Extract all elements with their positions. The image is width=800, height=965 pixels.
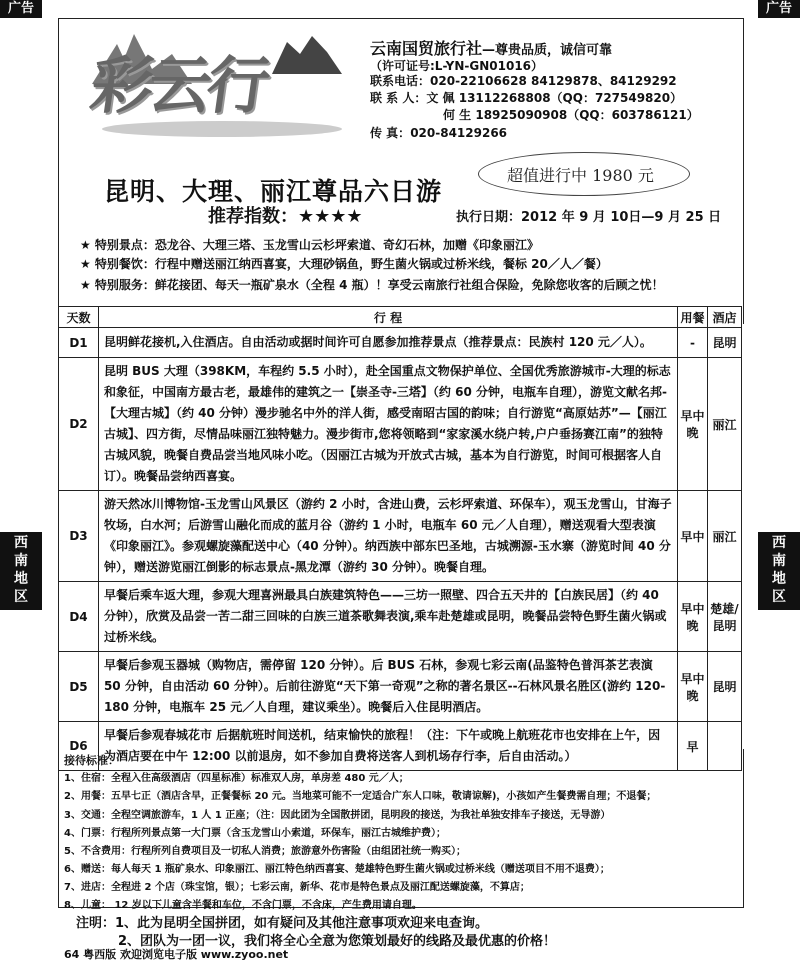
day-cell: D1 — [59, 328, 99, 358]
phone-line: 联系电话：020-22106628 84129878、84129292 — [370, 74, 677, 88]
standard-item: 5、不含费用：行程所列自费项目及一切私人消费；旅游意外伤害险（由组团社统一购买）； — [64, 846, 466, 857]
header-itinerary: 行 程 — [98, 307, 677, 328]
contact-line-1: 联 系 人：文 佩 13112268808（QQ：727549820） — [370, 91, 683, 105]
standard-item: 3、交通：全程空调旅游车，1 人 1 正座；（注：因此团为全国散拼团，昆明段的接送，为我社单独安排车子接送，无导游） — [64, 810, 611, 821]
day-cell: D5 — [59, 652, 99, 722]
ad-label-left: 广告 — [0, 0, 42, 18]
standard-item: 2、用餐：五早七正（酒店含早，正餐餐标 20 元。当地菜可能不一定适合广东人口味，敬请谅解)，小孩如产生餐费需自理；不退餐； — [64, 791, 657, 802]
exec-date: 执行日期：2012 年 9 月 10日—9 月 25 日 — [456, 210, 722, 225]
desc-cell: 早餐后参观玉器城（购物店，需停留 120 分钟）。后 BUS 石林，参观七彩云南(品鉴特色普洱茶艺表演 50 分钟，自由活动 60 分钟）。后前往游览“天下第一奇观”之称的著名景区--石林风景名胜区(游约 120-180 分钟，电瓶车 25 元／人自理，建议乘坐）。晚餐后入住昆明酒店。 — [98, 652, 677, 722]
hotel-cell: 昆明 — [708, 652, 742, 722]
page-footer: 64 粤西版 欢迎浏览电子版 www.zyoo.net — [64, 948, 289, 961]
license-number: （许可证号:L-YN-GN01016） — [370, 59, 544, 73]
desc-cell: 游天然冰川博物馆-玉龙雪山风景区（游约 2 小时，含进山费，云杉坪索道、环保车），观玉龙雪山，甘海子牧场，白水河；后游雪山融化而成的蓝月谷（游约 1 小时，电瓶车 60 元／人自理），赠送观看大型表演《印象丽江》。参观螺旋藻配送中心（40 分钟）。纳西族中部东巴圣地，古城溯源-玉水寨（游览时间 40 分钟），赠送游览丽江倒影的标志景点-黑龙潭（游约 30 分钟）。晚餐自理。 — [98, 491, 677, 582]
header-hotel: 酒店 — [708, 307, 742, 328]
desc-cell: 早餐后参观春城花市 后据航班时间送机，结束愉快的旅程！（注：下午或晚上航班花市也安排在上午，因为酒店要在中午 12:00 以前退房，如不参加自费将送客人到机场存行李，后自由活动。） — [98, 722, 677, 771]
standard-item: 6、赠送：每人每天 1 瓶矿泉水、印象丽江、丽江特色纳西喜宴、楚雄特色野生菌火锅或过桥米线（赠送项目不用不退费）； — [64, 864, 610, 875]
meal-cell: 早 — [678, 722, 708, 771]
meal-cell: 早中 — [678, 491, 708, 582]
hotel-cell: 楚雄/昆明 — [708, 582, 742, 652]
feature-dining: ★ 特别餐饮：行程中赠送丽江纳西喜宴，大理砂锅鱼，野生菌火锅或过桥米线，餐标 20／人／餐） — [80, 257, 608, 271]
standard-item: 7、进店：全程进 2 个店（珠宝馆，银）；七彩云南，新华、花市是特色景点及丽江配送螺旋藻，不算店； — [64, 882, 530, 893]
day-cell: D4 — [59, 582, 99, 652]
standard-item: 8、儿童： 12 岁以下儿童含半餐和车位，不含门票，不含床，产生费用请自理。 — [64, 900, 422, 911]
contact-line-2: 何 生 18925090908（QQ：603786121） — [443, 108, 699, 122]
desc-cell: 昆明鲜花接机,入住酒店。自由活动或据时间许可自愿参加推荐景点（推荐景点：民族村 120 元／人）。 — [98, 328, 677, 358]
side-tab-left: 西南地区 — [0, 532, 42, 610]
itinerary-table — [58, 306, 742, 771]
standards-title: 接待标准： — [64, 754, 119, 767]
table-row — [59, 652, 742, 722]
fax-line: 传 真：020-84129266 — [370, 126, 508, 140]
price-bubble: 超值进行中 1980 元 — [478, 152, 690, 196]
day-cell: D3 — [59, 491, 99, 582]
table-row — [59, 328, 742, 358]
note-1: 注明：1、此为昆明全国拼团，如有疑问及其他注意事项欢迎来电查询。 — [76, 916, 489, 931]
header-meal: 用餐 — [678, 307, 708, 328]
desc-cell: 早餐后乘车返大理，参观大理喜洲最具白族建筑特色——三坊一照壁、四合五天井的【白族民居】（约 40 分钟），欣赏及品尝一苦二甜三回味的白族三道茶歌舞表演,乘车赴楚雄或昆明，晚餐品尝特色野生菌火锅或过桥米线。 — [98, 582, 677, 652]
table-row — [59, 582, 742, 652]
rating: 推荐指数：★★★★ — [208, 206, 363, 227]
side-tab-right: 西南地区 — [758, 532, 800, 610]
standard-item: 4、门票：行程所列景点第一大门票（含玉龙雪山小索道，环保车，丽江古城维护费）； — [64, 828, 446, 839]
standard-item: 1、住宿：全程入住高级酒店（四星标准）标准双人房，单房差 480 元／人； — [64, 773, 409, 784]
meal-cell: 早中晚 — [678, 358, 708, 491]
feature-service: ★ 特别服务：鲜花接团、每天一瓶矿泉水（全程 4 瓶）！享受云南旅行社组合保险，免除您收客的后顾之忧！ — [80, 278, 664, 292]
meal-cell: - — [678, 328, 708, 358]
ad-label-right: 广告 — [758, 0, 800, 18]
day-cell: D6 — [59, 722, 99, 771]
desc-cell: 昆明 BUS 大理（398KM，车程约 5.5 小时），赴全国重点文物保护单位、全国优秀旅游城市-大理的标志和象征，中国南方最古老，最雄伟的建筑之一【崇圣寺-三塔】（约 60 分钟，电瓶车自理），游览文献名邦-【大理古城】（约 40 分钟）漫步驰名中外的洋人街，感受南昭古国的韵味；自行游览“高原姑苏”—【丽江古城】、四方街，尽情品味丽江独特魅力。漫步街市,您将领略到“家家溪水绕户转,户户垂扬赛江南”的独特古城风貌，晚餐自费品尝当地风味小吃。（因丽江古城为开放式古城，基本为自行游览，时间可根据客人自订）。晚餐品尝纳西喜宴。 — [98, 358, 677, 491]
company-name: 云南国贸旅行社—尊贵品质，诚信可靠 — [370, 39, 613, 58]
header-day: 天数 — [59, 307, 99, 328]
tour-title: 昆明、大理、丽江尊品六日游 — [104, 177, 443, 206]
day-cell: D2 — [59, 358, 99, 491]
table-row — [59, 358, 742, 491]
feature-sights: ★ 特别景点：恐龙谷、大理三塔、玉龙雪山云杉坪索道、奇幻石林，加赠《印象丽江》 — [80, 238, 539, 252]
logo-text: 彩云行 — [86, 49, 271, 122]
meal-cell: 早中晚 — [678, 652, 708, 722]
hotel-cell: 丽江 — [708, 491, 742, 582]
hotel-cell: 丽江 — [708, 358, 742, 491]
table-row — [59, 491, 742, 582]
table-header-row — [59, 307, 742, 328]
hotel-cell: 昆明 — [708, 328, 742, 358]
note-2: 2、团队为一团一议，我们将全心全意为您策划最好的线路及最优惠的价格！ — [118, 934, 557, 949]
meal-cell: 早中晚 — [678, 582, 708, 652]
